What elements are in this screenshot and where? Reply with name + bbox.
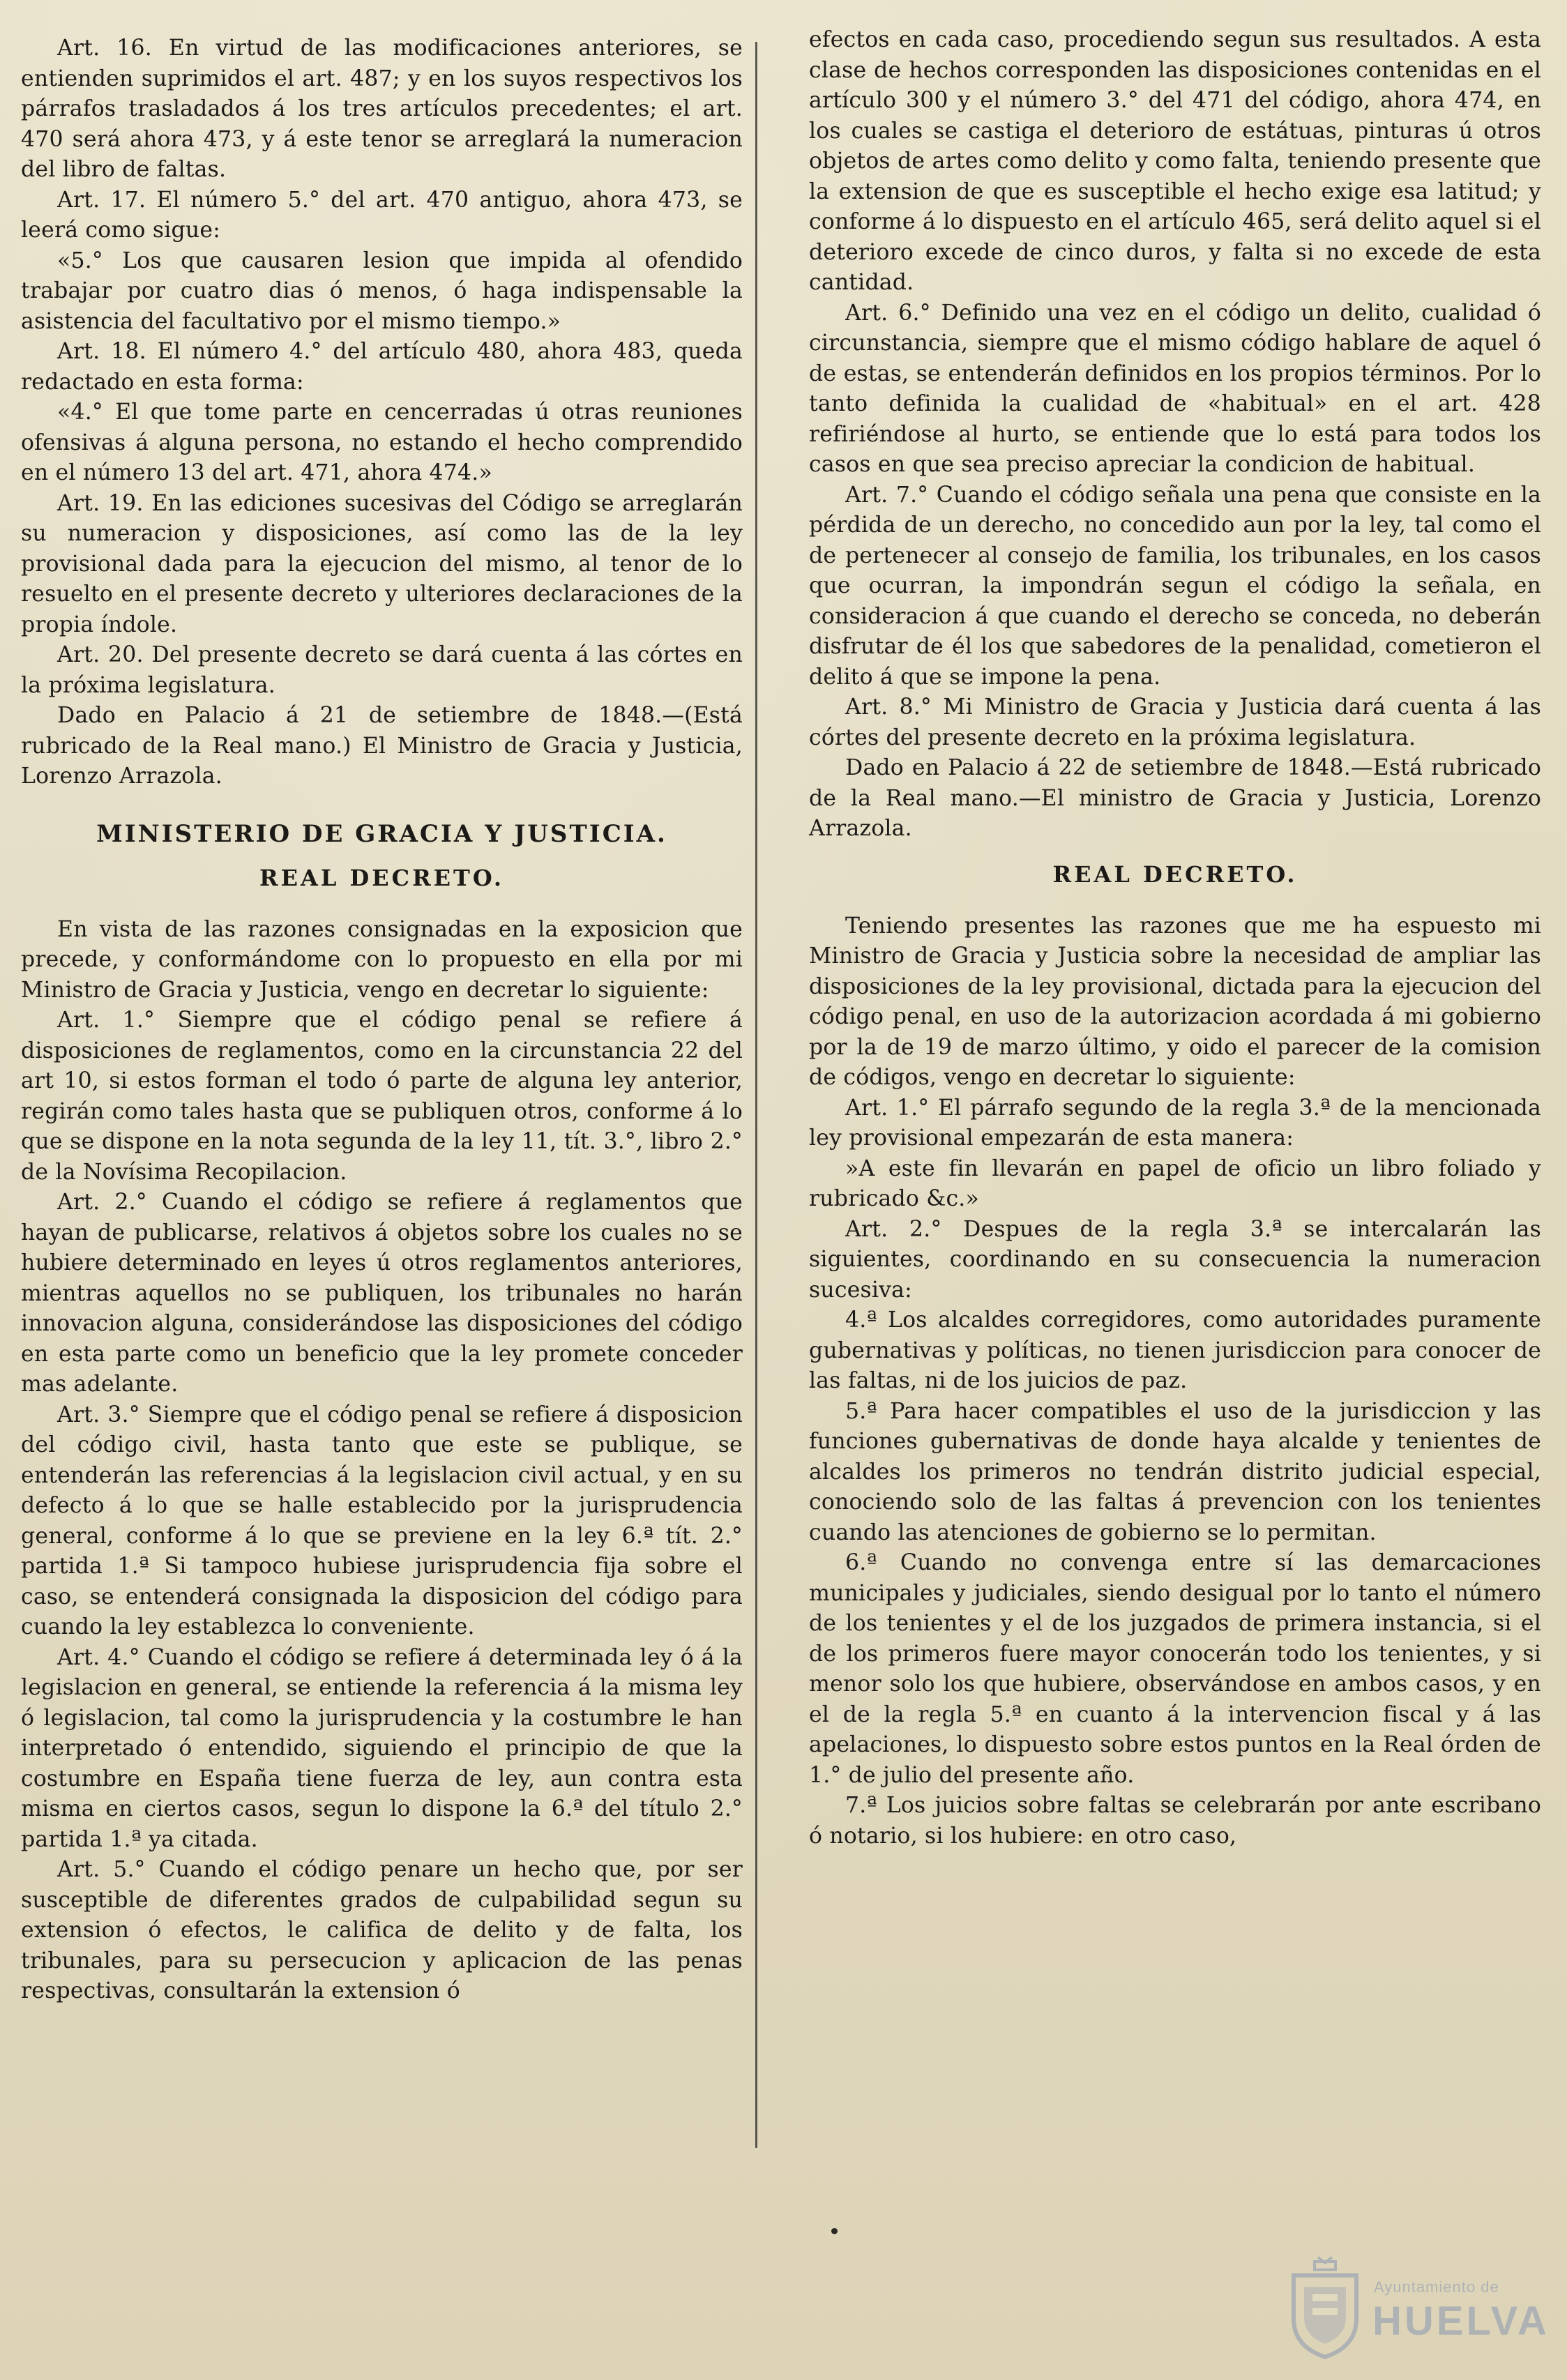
article-paragraph: Art. 20. Del presente decreto se dará cuenta á las córtes en la próxima legislatura. <box>21 642 743 698</box>
article-paragraph: «4.° El que tome parte en cencerradas ú otras reuniones ofensivas á alguna persona, no estando el hecho comprendido en el número 13 del art. 471, ahora 474.» <box>21 400 743 485</box>
article-paragraph: Teniendo presentes las razones que me ha espuesto mi Ministro de Gracia y Justicia sobre la necesidad de ampliar las disposiciones de la ley provisional, dictada para la ejecucion del código penal, en uso de la autorizacion acordada á mi gobierno por la de 19 de marzo último, y oido el parecer de la comision de códigos, vengo en decretar lo siguiente: <box>809 913 1541 1090</box>
signature-paragraph: Dado en Palacio á 22 de setiembre de 1848.—Está rubricado de la Real mano.—El ministro de Gracia y Justicia, Lorenzo Arrazola. <box>809 755 1541 841</box>
signature-paragraph: Dado en Palacio á 21 de setiembre de 1848.—(Está rubricado de la Real mano.) El Ministro de Gracia y Justicia, Lorenzo Arrazola. <box>21 703 743 789</box>
watermark-org-text: Ayuntamiento de <box>1374 2278 1499 2296</box>
ink-dot <box>831 2228 838 2234</box>
article-paragraph: Art. 2.° Cuando el código se refiere á reglamentos que hayan de publicarse, relativos á objetos sobre los cuales no se hubiere determinado en leyes ú otros reglamentos anteriores, mientras aquellos no se publiquen, los tribunales no harán innovacion alguna, considerándose las disposiciones del código en esta parte como un beneficio que la ley promete conceder mas adelante. <box>21 1190 743 1397</box>
article-paragraph: efectos en cada caso, procediendo segun sus resultados. A esta clase de hechos corresponden las disposiciones contenidas en el artículo 300 y el número 3.° del 471 del código, ahora 474, en los cuales se castiga el deterioro de estátuas, pinturas ú otros objetos de artes como delito y como falta, teniendo presente que la extension de que es susceptible el hecho exige esa latitud; y conforme á lo dispuesto en el artículo 465, será delito aquel si el deterioro excede de cinco duros, y falta si no excede de esta cantidad. <box>809 27 1541 295</box>
article-paragraph: Art. 8.° Mi Ministro de Gracia y Justicia dará cuenta á las córtes del presente decreto en la próxima legislatura. <box>809 695 1541 750</box>
article-paragraph: Art. 1.° El párrafo segundo de la regla 3.ª de la mencionada ley provisional empezarán de esta manera: <box>809 1095 1541 1151</box>
decree-heading: REAL DECRETO. <box>1052 861 1298 888</box>
article-paragraph: Art. 6.° Definido una vez en el código un delito, cualidad ó circunstancia, siempre que el mismo código hablare de aquel ó de estas, se entenderán definidos en los propios términos. Por lo tanto definida la cualidad de «habitual» en el art. 428 refiriéndose al hurto, se entiende que lo está para todos los casos en que sea preciso apreciar la condicion de habitual. <box>809 300 1541 477</box>
article-paragraph: En vista de las razones consignadas en la exposicion que precede, y conformándome con lo propuesto en ella por mi Ministro de Gracia y Justicia, vengo en decretar lo siguiente: <box>21 916 743 1003</box>
article-paragraph: Art. 19. En las ediciones sucesivas del Código se arreglarán su numeracion y disposiciones, así como las de la ley provisional dada para la ejecucion del mismo, al tenor de lo resuelto en el presente decreto y ulteriores declaraciones de la propia índole. <box>21 490 743 637</box>
article-paragraph: Art. 18. El número 4.° del artículo 480, ahora 483, queda redactado en esta forma: <box>21 339 743 395</box>
column-divider <box>755 42 757 2148</box>
ministry-heading: MINISTERIO DE GRACIA Y JUSTICIA. <box>96 819 667 848</box>
article-paragraph: Art. 7.° Cuando el código señala una pena que consiste en la pérdida de un derecho, no concedido aun por la ley, tal como el de pertenecer al consejo de familia, los tribunales, en los casos que ocurran, la impondrán segun el código la señala, en consideracion á que cuando el derecho se conceda, no deberán disfrutar de él los que sabedores de la penalidad, cometieron el delito á que se impone la pena. <box>809 482 1541 690</box>
right-column <box>809 25 1541 1851</box>
decree-heading: REAL DECRETO. <box>259 864 504 891</box>
article-paragraph: Art. 3.° Siempre que el código penal se refiere á disposicion del código civil, hasta tanto que este se publique, se entenderán las referencias á la legislacion civil actual, y en su defecto á lo que se halle establecido por la jurisprudencia general, conforme á lo que se previene en la ley 6.ª tít. 2.° partida 1.ª Si tampoco hubiese jurisprudencia fija sobre el caso, se entenderá consignada la disposicion del código para cuando la ley establezca lo conveniente. <box>21 1402 743 1639</box>
article-paragraph: 7.ª Los juicios sobre faltas se celebrarán por ante escribano ó notario, si los hubiere: en otro caso, <box>809 1793 1541 1849</box>
article-paragraph: Art. 16. En virtud de las modificaciones anteriores, se entienden suprimidos el art. 487; y en los suyos respectivos los párrafos trasladados á los tres artículos precedentes; el art. 470 será ahora 473, y á este tenor se arreglará la numeracion del libro de faltas. <box>21 36 743 182</box>
article-paragraph: »A este fin llevarán en papel de oficio un libro foliado y rubricado &c.» <box>809 1155 1541 1211</box>
left-column <box>21 33 743 2007</box>
article-paragraph: Art. 1.° Siempre que el código penal se refiere á disposiciones de reglamentos, como en la circunstancia 22 del art 10, si estos forman el todo ó parte de alguna ley anterior, regirán como tales hasta que se publiquen otros, conforme á lo que se dispone en la nota segunda de la ley 11, tít. 3.°, libro 2.° de la Novísima Recopilacion. <box>21 1008 743 1185</box>
article-paragraph: Art. 17. El número 5.° del art. 470 antiguo, ahora 473, se leerá como sigue: <box>21 187 743 243</box>
watermark-city-text: HUELVA <box>1372 2298 1550 2344</box>
article-paragraph: 6.ª Cuando no convenga entre sí las demarcaciones municipales y judiciales, siendo desigual por lo tanto el número de los tenientes y el de los juzgados de primera instancia, si el de los primeros fuere mayor conocerán todo los tenientes, y si menor solo los que hubiere, observándose en ambos casos, y en el de la regla 5.ª en cuanto á la intervencion fiscal y á las apelaciones, lo dispuesto sobre estos puntos en la Real órden de 1.° de julio del presente año. <box>809 1550 1541 1788</box>
article-paragraph: Art. 5.° Cuando el código penare un hecho que, por ser susceptible de diferentes grados de culpabilidad segun su extension ó efectos, le califica de delito y de falta, los tribunales, para su persecucion y aplicacion de las penas respectivas, consultarán la extension ó <box>21 1857 743 2003</box>
article-paragraph: «5.° Los que causaren lesion que impida al ofendido trabajar por cuatro dias ó menos, ó haga indispensable la asistencia del facultativo por el mismo tiempo.» <box>21 248 743 334</box>
city-coat-of-arms-icon <box>1283 2256 1367 2360</box>
article-paragraph: Art. 2.° Despues de la regla 3.ª se intercalarán las siguientes, coordinando en su consecuencia la numeracion sucesiva: <box>809 1216 1541 1303</box>
archive-watermark <box>1276 2249 1550 2367</box>
article-paragraph: 4.ª Los alcaldes corregidores, como autoridades puramente gubernativas y políticas, no tienen jurisdiccion para conocer de las faltas, ni de los juicios de paz. <box>809 1308 1541 1393</box>
article-paragraph: 5.ª Para hacer compatibles el uso de la jurisdiccion y las funciones gubernativas de donde haya alcalde y tenientes de alcaldes los primeros no tendrán distrito judicial especial, conociendo solo de las faltas á prevencion con los tenientes cuando las atenciones de gobierno se lo permitan. <box>809 1398 1541 1545</box>
article-paragraph: Art. 4.° Cuando el código se refiere á determinada ley ó á la legislacion en general, se entiende la referencia á la misma ley ó legislacion, tal como la jurisprudencia y la costumbre le han interpretado ó entendido, siguiendo el principio de que la costumbre en España tiene fuerza de ley, aun contra esta misma en ciertos casos, segun lo dispone la 6.ª del título 2.° partida 1.ª ya citada. <box>21 1644 743 1852</box>
